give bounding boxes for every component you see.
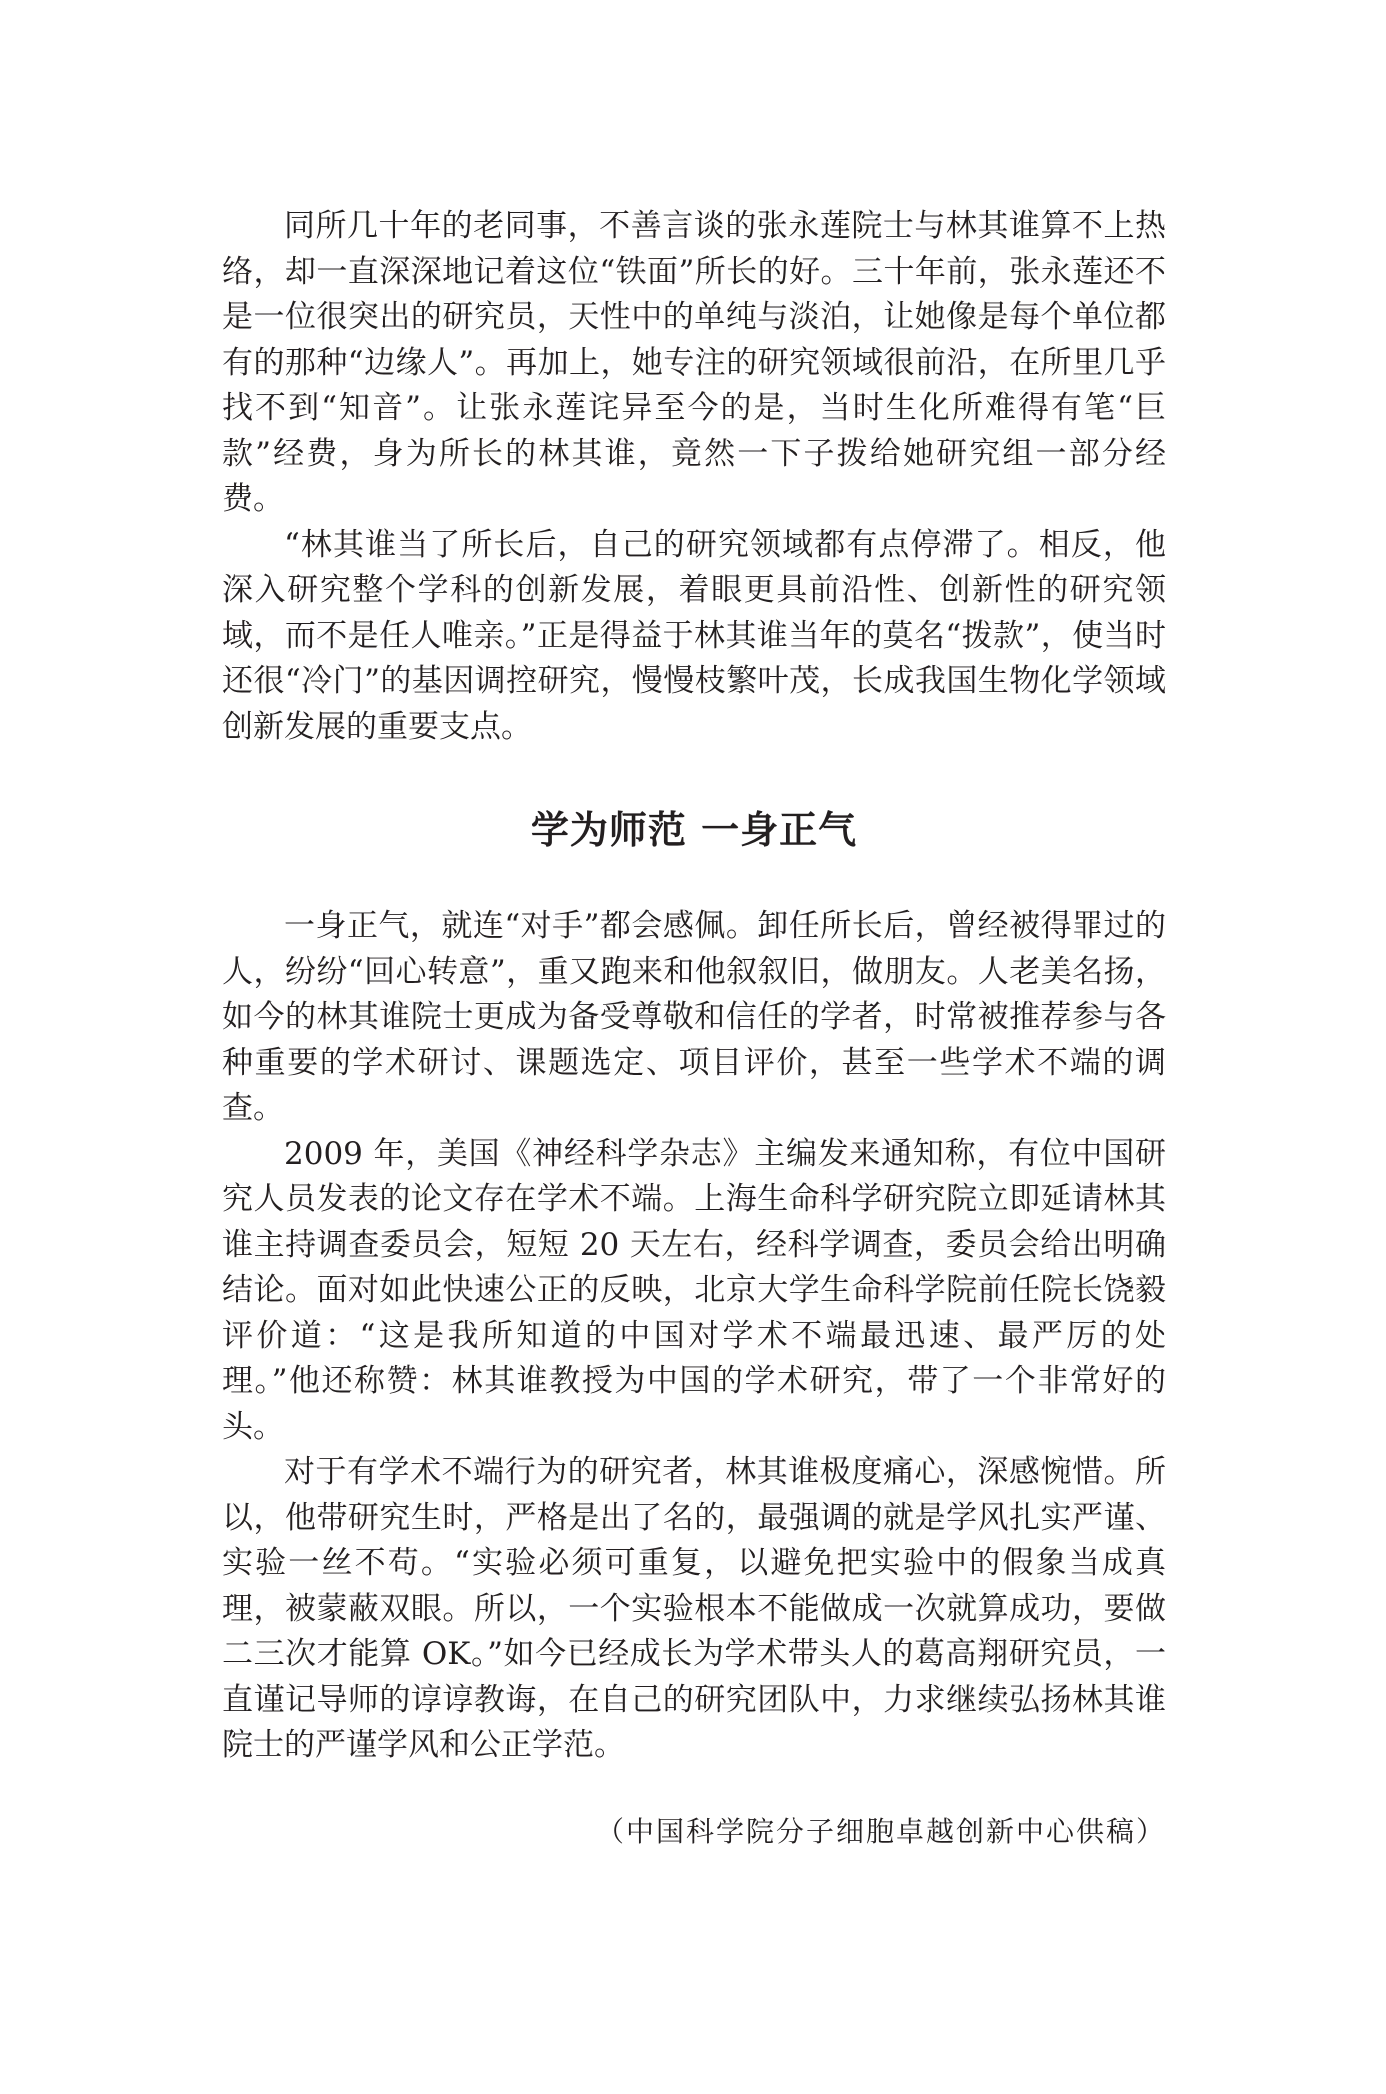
paragraph-2: “林其谁当了所长后，自己的研究领域都有点停滞了。相反，他深入研究整个学科的创新发展，着眼更具前沿性、创新性的研究领域，而不是任人唯亲。”正是得益于林其谁当年的莫名“拨款”，使当时还很“冷门”的基因调控研究，慢慢枝繁叶茂，长成我国生物化学领域创新发展的重要支点。 [222,526,1166,745]
paragraph-4: 2009 年，美国《神经科学杂志》主编发来通知称，有位中国研究人员发表的论文存在学术不端。上海生命科学研究院立即延请林其谁主持调查委员会，短短 20 天左右，经科学调查，委员会给出明确结论。面对如此快速公正的反映，北京大学生命科学院前任院长饶毅评价道：“这是我所知道的中国对学术不端最迅速、最严厉的处理。”他还称赞：林其谁教授为中国的学术研究，带了一个非常好的头。 [222,1135,1166,1445]
paragraph-5: 对于有学术不端行为的研究者，林其谁极度痛心，深感惋惜。所以，他带研究生时，严格是出了名的，最强调的就是学风扎实严谨、实验一丝不苟。“实验必须可重复，以避免把实验中的假象当成真理，被蒙蔽双眼。所以，一个实验根本不能做成一次就算成功，要做二三次才能算 OK。”如今已经成长为学术带头人的葛高翔研究员，一直谨记导师的谆谆教诲，在自己的研究团队中，力求继续弘扬林其谁院士的严谨学风和公正学范。 [222,1454,1166,1763]
source-credit: （中国科学院分子细胞卓越创新中心供稿） [595,1814,1166,1848]
paragraph-3: 一身正气，就连“对手”都会感佩。卸任所长后，曾经被得罪过的人，纷纷“回心转意”，重又跑来和他叙叙旧，做朋友。人老美名扬，如今的林其谁院士更成为备受尊敬和信任的学者，时常被推荐参与各种重要的学术研讨、课题选定、项目评价，甚至一些学术不端的调查。 [222,908,1166,1126]
article-page [222,204,1166,1854]
section-title: 学为师范 一身正气 [530,808,858,852]
paragraph-1: 同所几十年的老同事，不善言谈的张永莲院士与林其谁算不上热络，却一直深深地记着这位“铁面”所长的好。三十年前，张永莲还不是一位很突出的研究员，天性中的单纯与淡泊，让她像是每个单位都有的那种“边缘人”。再加上，她专注的研究领域很前沿，在所里几乎找不到“知音”。让张永莲诧异至今的是，当时生化所难得有笔“巨款”经费，身为所长的林其谁，竟然一下子拨给她研究组一部分经费。 [222,208,1166,517]
